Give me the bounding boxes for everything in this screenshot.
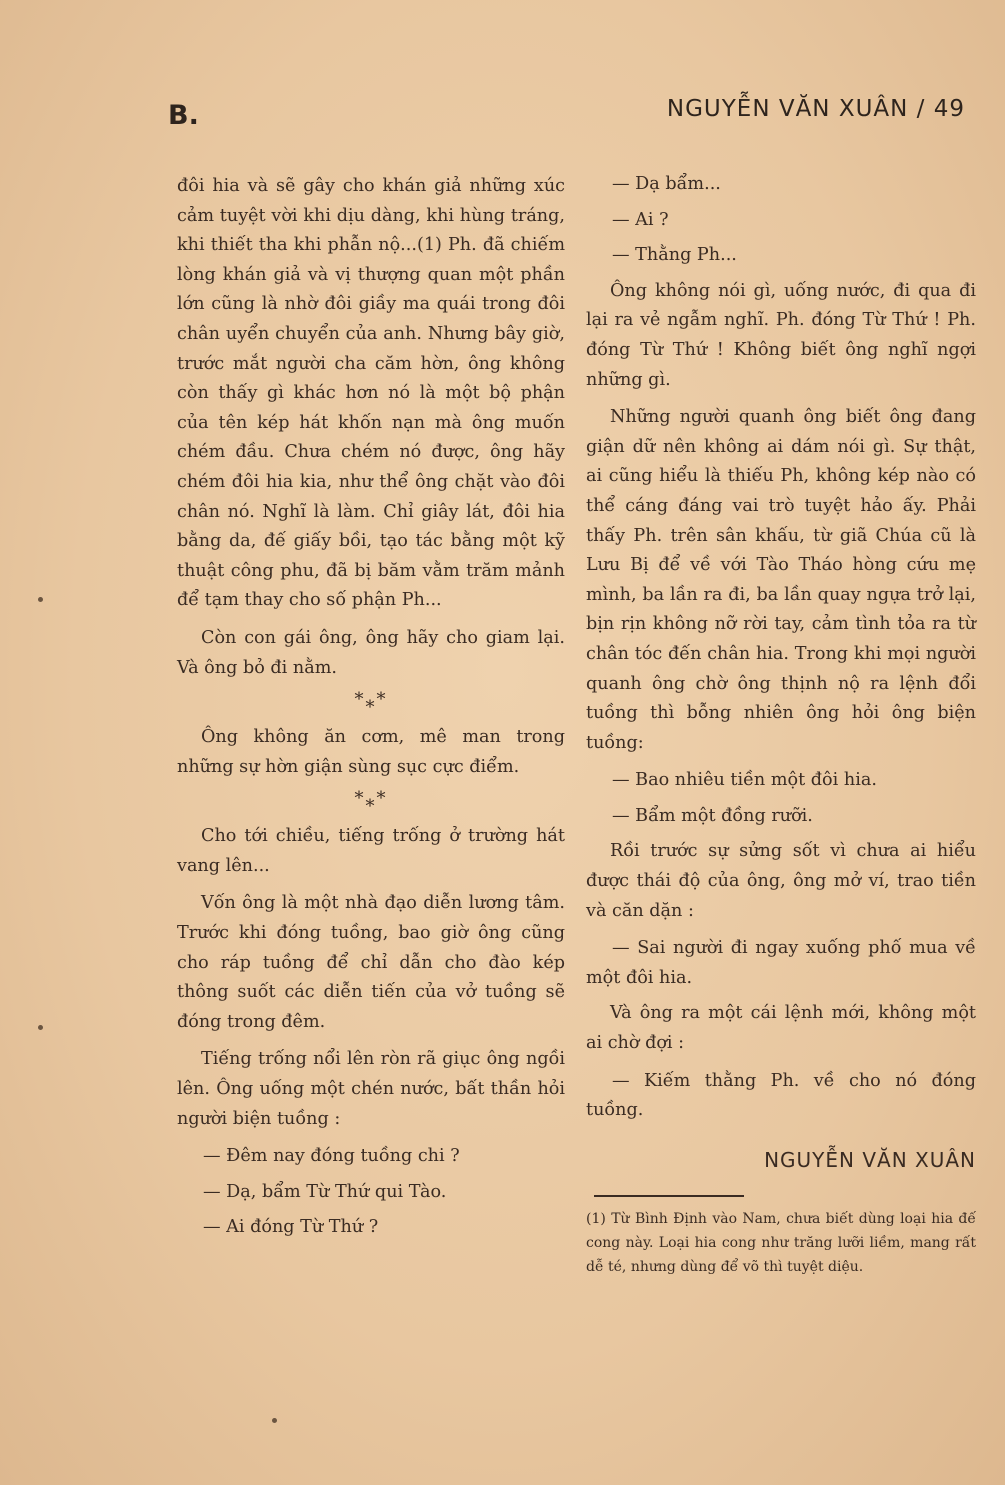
paragraph: Rồi trước sự sửng sốt vì chưa ai hiểu được thái độ của ông, ông mở ví, trao tiền và căn dặn : (586, 841, 976, 921)
paragraph: Những người quanh ông biết ông đang giận dữ nên không ai dám nói gì. Sự thật, ai cũng hiểu là thiếu Ph, không kép nào có thể cáng đáng vai trò tuyệt hảo ấy. Phải thấy Ph. trên sân khấu, từ giã Chúa cũ là Lưu Bị để về với Tào Tháo hòng cứu mẹ mình, ba lần ra đi, ba lần quay ngựa trở lại, bịn rịn không nỡ rời tay, cảm tình tỏa ra từ chân tóc đến chân hia. Trong khi mọi người quanh ông chờ ông thịnh nộ ra lệnh đổi tuồng thì bỗng nhiên ông hỏi ông biện tuồng: (586, 407, 976, 753)
asterisk: * (376, 788, 388, 810)
section-separator (177, 788, 565, 818)
paragraph: Cho tới chiều, tiếng trống ở trường hát vang lên... (177, 826, 565, 876)
paragraph: Và ông ra một cái lệnh mới, không một ai chờ đợi : (586, 1003, 976, 1054)
ink-speck (272, 1418, 277, 1423)
asterisk: * (354, 788, 366, 810)
asterisk: * (354, 689, 366, 711)
paragraph: Ông không ăn cơm, mê man trong những sự hờn giận sùng sục cực điểm. (177, 727, 565, 777)
asterisk: * (365, 796, 377, 818)
dialogue-line: — Ai đóng Từ Thứ ? (203, 1217, 379, 1238)
paragraph: Vốn ông là một nhà đạo diễn lương tâm. Trước khi đóng tuồng, bao giờ ông cũng cho ráp tuồng để chỉ dẫn cho đào kép thông suốt các diễn tiến của vở tuồng sẽ đóng trong đêm. (177, 893, 565, 1032)
dialogue-line: — Bao nhiêu tiền một đôi hia. (612, 770, 877, 791)
paragraph: Còn con gái ông, ông hãy cho giam lại. Và ông bỏ đi nằm. (177, 627, 565, 678)
dialogue-line: — Đêm nay đóng tuồng chi ? (203, 1146, 460, 1167)
right-column (586, 170, 976, 1287)
paragraph: Tiếng trống nổi lên ròn rã giục ông ngồi lên. Ông uống một chén nước, bất thần hỏi người biện tuồng : (177, 1049, 565, 1129)
paragraph: Ông không nói gì, uống nước, đi qua đi lại ra vẻ ngẫm nghĩ. Ph. đóng Từ Thứ ! Ph. đóng Từ Thứ ! Không biết ông nghĩ ngợi những gì. (586, 280, 976, 390)
dialogue-line: — Sai người đi ngay xuống phố mua về một đôi hia. (586, 938, 976, 988)
dialogue-line: — Bẩm một đồng rưỡi. (612, 805, 813, 826)
ink-speck (38, 1025, 43, 1030)
page-header-left: B. (168, 100, 199, 131)
paragraph: đôi hia và sẽ gây cho khán giả những xúc cảm tuyệt vời khi dịu dàng, khi hùng tráng, khi thiết tha khi phẫn nộ...(1) Ph. đã chiếm lòng khán giả và vị thượng quan một phần lớn cũng là nhờ đôi giầy ma quái trong đôi chân uyển chuyển của anh. Nhưng bây giờ, trước mắt người cha căm hờn, ông không còn thấy gì khác hơn nó là một bộ phận của tên kép hát khốn nạn mà ông muốn chém đầu. Chưa chém nó được, ông hãy chém đôi hia kia, như thể ông chặt vào đôi chân nó. Nghĩ là làm. Chỉ giây lát, đôi hia bằng da, đế giấy bồi, tạo tác bằng một kỹ thuật công phu, đã bị băm vằm trăm mảnh để tạm thay cho số phận Ph... (177, 176, 565, 611)
dialogue-line: — Kiếm thằng Ph. về cho nó đóng tuồng. (586, 1070, 976, 1121)
footnote: (1) Từ Bình Định vào Nam, chưa biết dùng loại hia đế cong này. Loại hia cong như trăng lưỡi liềm, mang rất dễ té, nhưng dùng để võ thì tuyệt diệu. (586, 1211, 976, 1276)
page-header-right: NGUYỄN VĂN XUÂN / 49 (666, 96, 965, 122)
asterisk: * (365, 697, 377, 719)
ink-speck (38, 597, 43, 602)
author-signature: NGUYỄN VĂN XUÂN (764, 1147, 976, 1172)
section-separator (177, 689, 565, 719)
footnote-rule (594, 1195, 744, 1197)
dialogue-line: — Dạ, bẩm Từ Thứ qui Tào. (203, 1181, 447, 1202)
asterisk: * (376, 689, 388, 711)
left-column (177, 172, 565, 1249)
dialogue-line: — Dạ bẩm... (612, 174, 721, 194)
dialogue-line: — Thằng Ph... (612, 245, 737, 266)
dialogue-line: — Ai ? (612, 209, 669, 230)
